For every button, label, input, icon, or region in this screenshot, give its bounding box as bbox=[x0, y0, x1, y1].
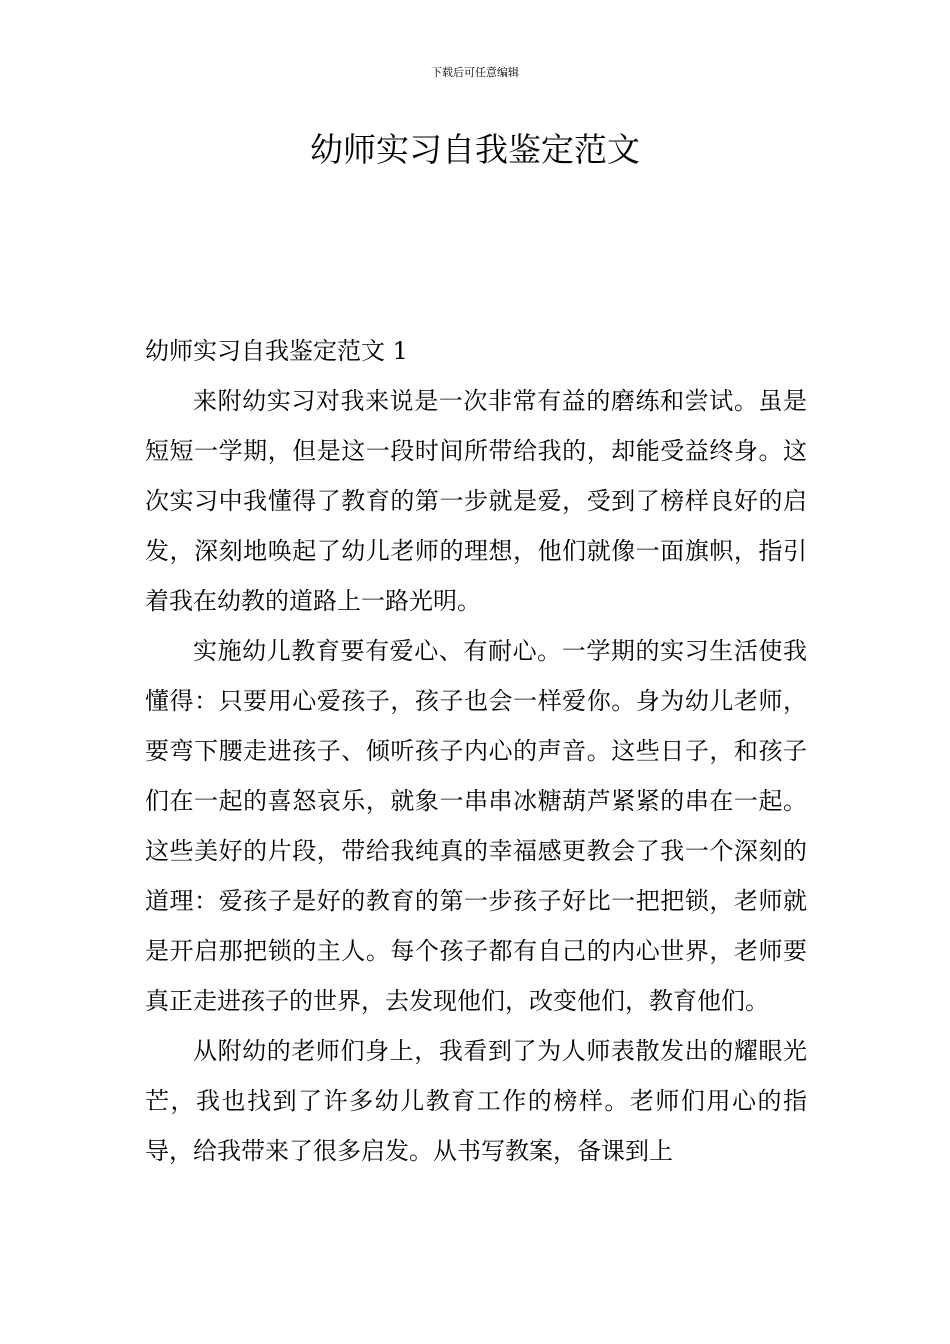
section-heading: 幼师实习自我鉴定范文 1 bbox=[145, 337, 408, 365]
paragraph-2: 实施幼儿教育要有爱心、有耐心。一学期的实习生活使我懂得：只要用心爱孩子，孩子也会一样爱你。身为幼儿老师，要弯下腰走进孩子、倾听孩子内心的声音。这些日子，和孩子们在一起的喜怒哀乐，就象一串串冰糖葫芦紧紧的串在一起。这些美好的片段，带给我纯真的幸福感更教会了我一个深刻的道理：爱孩子是好的教育的第一步孩子好比一把把锁，老师就是开启那把锁的主人。每个孩子都有自己的内心世界，老师要真正走进孩子的世界，去发现他们，改变他们，教育他们。 bbox=[145, 637, 807, 1015]
header-note: 下载后可任意编辑 bbox=[431, 66, 519, 79]
paragraph-1: 来附幼实习对我来说是一次非常有益的磨练和尝试。虽是短短一学期，但是这一段时间所带给我的，却能受益终身。这次实习中我懂得了教育的第一步就是爱，受到了榜样良好的启发，深刻地唤起了幼儿老师的理想，他们就像一面旗帜，指引着我在幼教的道路上一路光明。 bbox=[145, 387, 807, 615]
paragraph-3: 从附幼的老师们身上，我看到了为人师表散发出的耀眼光芒，我也找到了许多幼儿教育工作的榜样。老师们用心的指导，给我带来了很多启发。从书写教案，备课到上 bbox=[145, 1037, 807, 1165]
document-title: 幼师实习自我鉴定范文 bbox=[310, 130, 640, 169]
document-body bbox=[145, 326, 807, 1176]
